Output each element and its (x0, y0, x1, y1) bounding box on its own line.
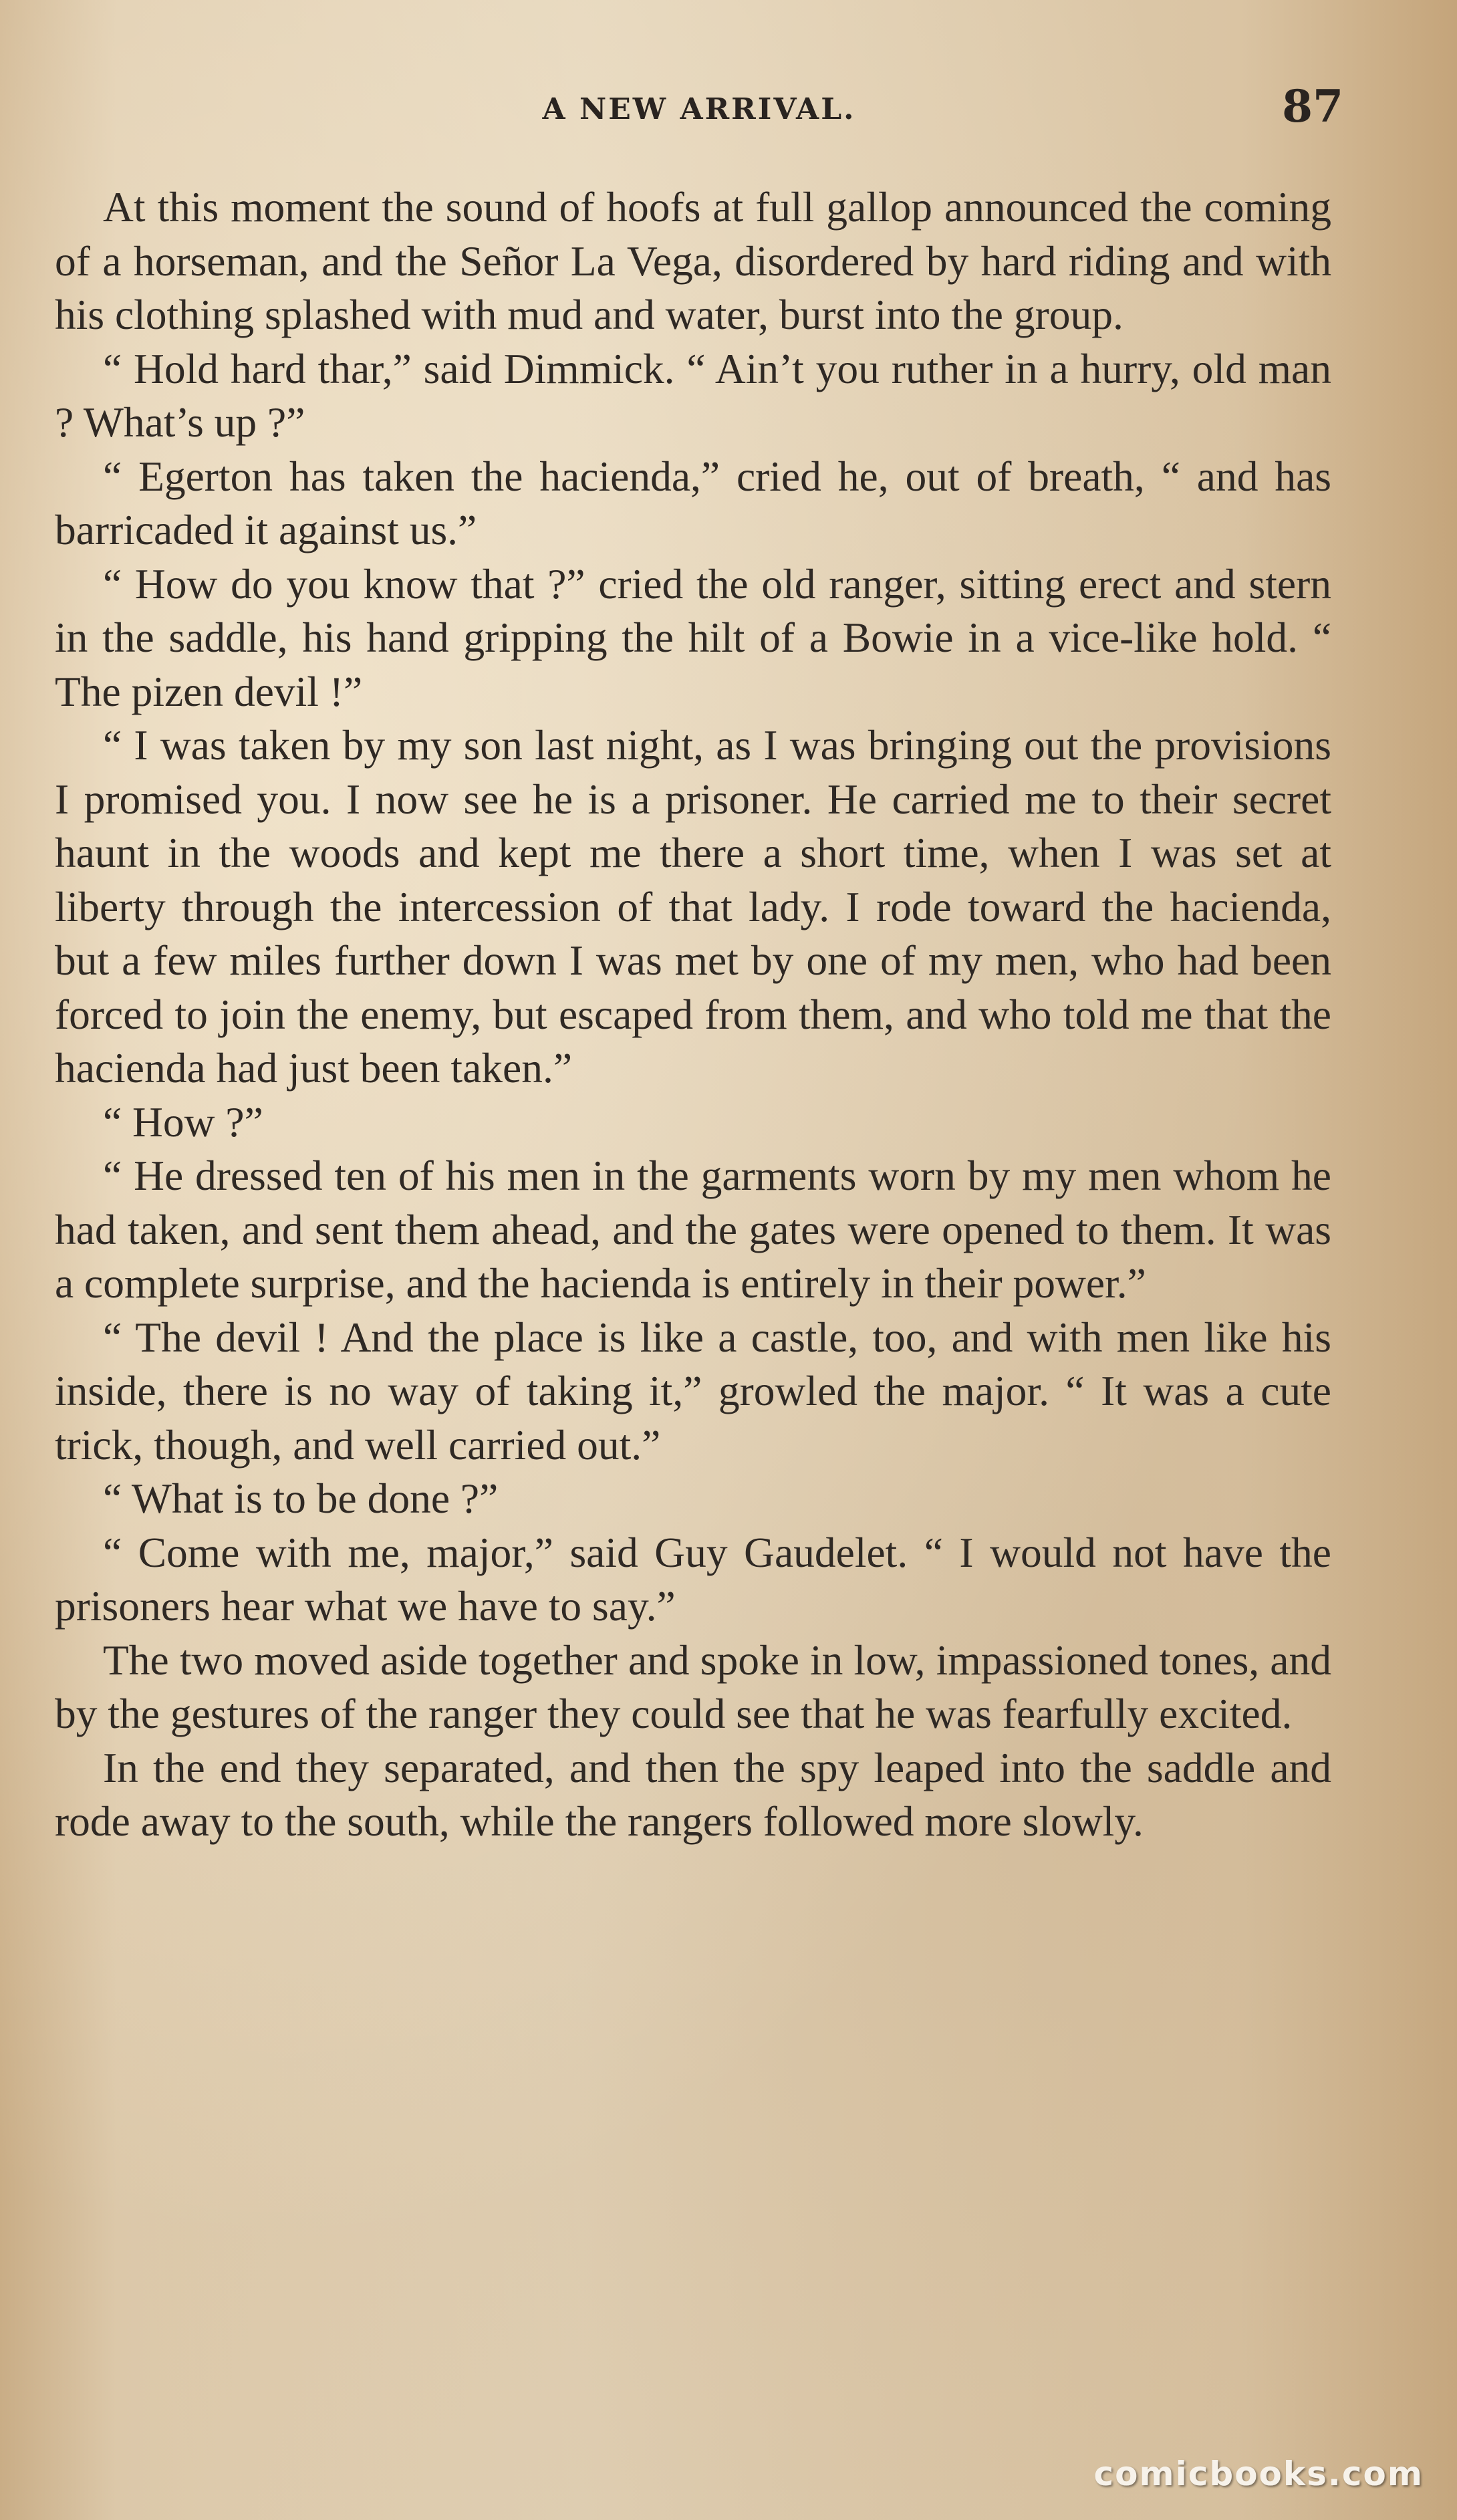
page-header (55, 80, 1343, 147)
paragraph: “ How do you know that ?” cried the old ranger, sitting erect and stern in the saddle, his hand gripping the hilt of a Bowie in a vice-like hold. “ The pizen devil !” (55, 559, 1331, 715)
paragraph: “ Come with me, major,” said Guy Gaudelet. “ I would not have the prisoners hear what we have to say.” (55, 1528, 1331, 1630)
paragraph: “ Egerton has taken the hacienda,” cried he, out of breath, “ and has barricaded it against us.” (55, 452, 1331, 553)
paragraph: “ How ?” (103, 1098, 263, 1146)
paragraph: “ He dressed ten of his men in the garments worn by my men whom he had taken, and sent them ahead, and the gates were opened to them. It was a complete surprise, and the hacienda is entirely in their power.” (55, 1152, 1331, 1307)
paragraph: “ Hold hard thar,” said Dimmick. “ Ain’t you ruther in a hurry, old man ? What’s up ?” (55, 344, 1331, 446)
paragraph: “ I was taken by my son last night, as I was bringing out the provisions I promised you. I now see he is a prisoner. He carried me to their secret haunt in the woods and kept me there a short time, when I was set at liberty through the intercession of that lady. I rode toward the hacienda, but a few miles further down I was met by one of my men, who had been forced to join the enemy, but escaped from them, and who told me that the hacienda had just been taken.” (55, 721, 1331, 1092)
paragraph: In the end they separated, and then the spy leaped into the saddle and rode away to the south, while the rangers followed more slowly. (55, 1743, 1331, 1845)
page-number: 87 (1282, 80, 1343, 132)
paragraph: The two moved aside together and spoke in low, impassioned tones, and by the gestures of the ranger they could see that he was fearfully excited. (55, 1636, 1331, 1737)
running-head: A NEW ARRIVAL. (542, 92, 856, 126)
paragraph: “ What is to be done ?” (103, 1475, 499, 1522)
paragraph: At this moment the sound of hoofs at full gallop announced the coming of a horseman, and the Señor La Vega, disordered by hard riding and with his clothing splashed with mud and water, burst into the group. (55, 183, 1331, 338)
paragraph: “ The devil ! And the place is like a castle, too, and with men like his inside, there is no way of taking it,” growled the major. “ It was a cute trick, though, and well carried out.” (55, 1313, 1331, 1469)
body-text (55, 180, 1331, 1849)
watermark: comicbooks.com (1093, 2454, 1424, 2493)
